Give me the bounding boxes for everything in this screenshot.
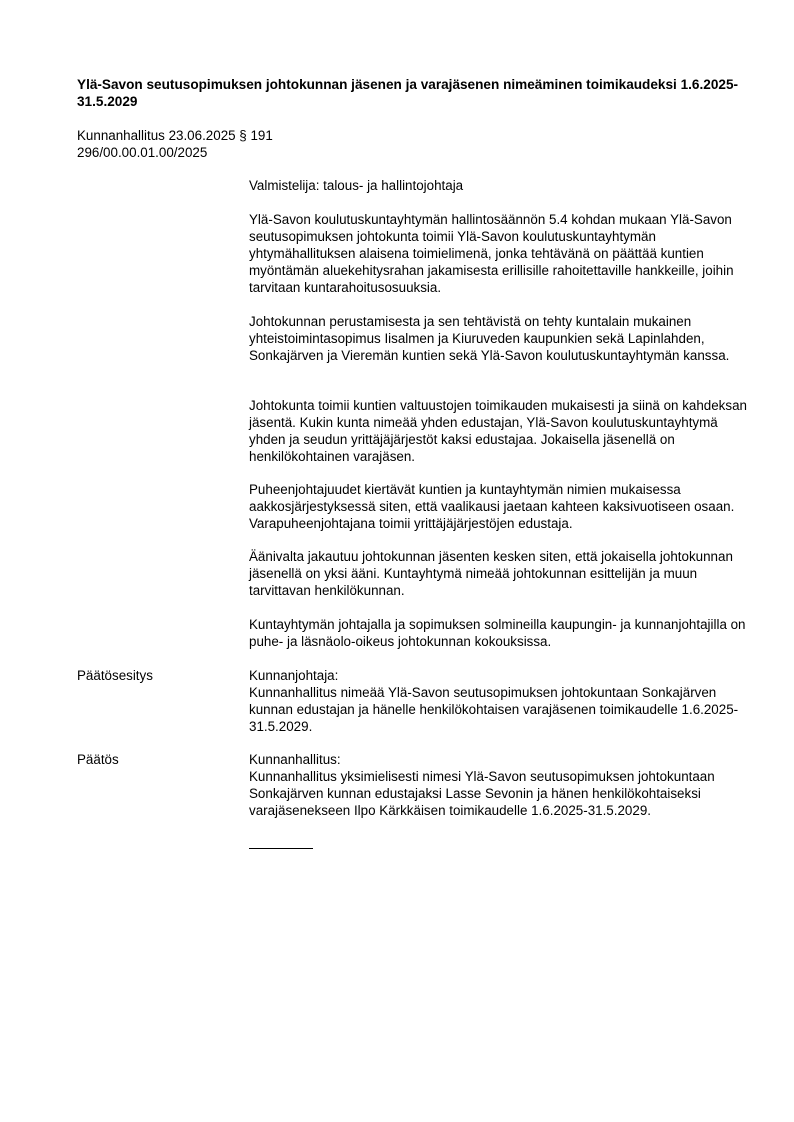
decision-text: Kunnanhallitus yksimielisesti nimesi Ylä-Savon seutusopimuksen johtokuntaan Sonkajärven kunnan edustajaksi Lasse Sevonin ja hänen henkilökohtaiseksi varajäsenekseen Ilpo Kärkkäisen toimikaudelle 1.6.2025-31.5.2029. — [249, 769, 715, 818]
meeting-reference: Kunnanhallitus 23.06.2025 § 191 — [77, 128, 273, 143]
decision-section — [249, 751, 749, 819]
paragraph-6: Kuntayhtymän johtajalla ja sopimuksen solmineilla kaupungin- ja kunnanjohtajilla on puhe- ja läsnäolo-oikeus johtokunnan kokouksissa. — [249, 617, 746, 649]
case-number: 296/00.00.01.00/2025 — [77, 145, 208, 160]
proposal-speaker: Kunnanjohtaja: — [249, 668, 339, 683]
proposal-label: Päätösesitys — [77, 668, 153, 683]
end-rule — [249, 848, 313, 849]
proposal-text: Kunnanhallitus nimeää Ylä-Savon seutusopimuksen johtokuntaan Sonkajärven kunnan edustajan ja hänelle henkilökohtaisen varajäsenen toimikaudelle 1.6.2025-31.5.2029. — [249, 685, 739, 734]
paragraph-5: Äänivalta jakautuu johtokunnan jäsenten kesken siten, että jokaisella johtokunnan jäsenellä on yksi ääni. Kuntayhtymä nimeää johtokunnan esittelijän ja muun tarvittavan henkilökunnan. — [249, 549, 733, 598]
document-title: Ylä-Savon seutusopimuksen johtokunnan jäsenen ja varajäsenen nimeäminen toimikaudeksi 1.6.2025-31.5.2029 — [77, 77, 739, 109]
paragraph-1: Ylä-Savon koulutuskuntayhtymän hallintosäännön 5.4 kohdan mukaan Ylä-Savon seutusopimuksen johtokunta toimii Ylä-Savon koulutuskuntayhtymän yhtymähallituksen alaisena toimielimenä, jonka tehtävänä on päättää kuntien myöntämän aluekehitysrahan jakamisesta erillisille rahoitettaville hankkeille, joihin tarvitaan kuntarahoitusosuuksia. — [249, 212, 734, 295]
meeting-info — [77, 127, 477, 161]
proposal-section — [249, 667, 749, 735]
preparer-line: Valmistelija: talous- ja hallintojohtaja — [249, 178, 464, 193]
paragraph-2: Johtokunnan perustamisesta ja sen tehtävistä on tehty kuntalain mukainen yhteistoimintasopimus Iisalmen ja Kiuruveden kaupunkien sekä Lapinlahden, Sonkajärven ja Vieremän kuntien sekä Ylä-Savon koulutuskuntayhtymän kanssa. — [249, 314, 730, 363]
paragraph-3: Johtokunta toimii kuntien valtuustojen toimikauden mukaisesti ja siinä on kahdeksan jäsentä. Kukin kunta nimeää yhden edustajan, Ylä-Savon koulutuskuntayhtymä yhden ja seudun yrittäjäjärjestöt kaksi edustajaa. Jokaisella jäsenellä on henkilökohtainen varajäsen. — [249, 398, 747, 464]
paragraph-4: Puheenjohtajuudet kiertävät kuntien ja kuntayhtymän nimien mukaisessa aakkosjärjestyksessä siten, että vaalikausi jaetaan kahteen kaksivuotiseen osaan. Varapuheenjohtajana toimii yrittäjäjärjestöjen edustaja. — [249, 482, 735, 531]
decision-speaker: Kunnanhallitus: — [249, 752, 341, 767]
decision-label: Päätös — [77, 752, 119, 767]
